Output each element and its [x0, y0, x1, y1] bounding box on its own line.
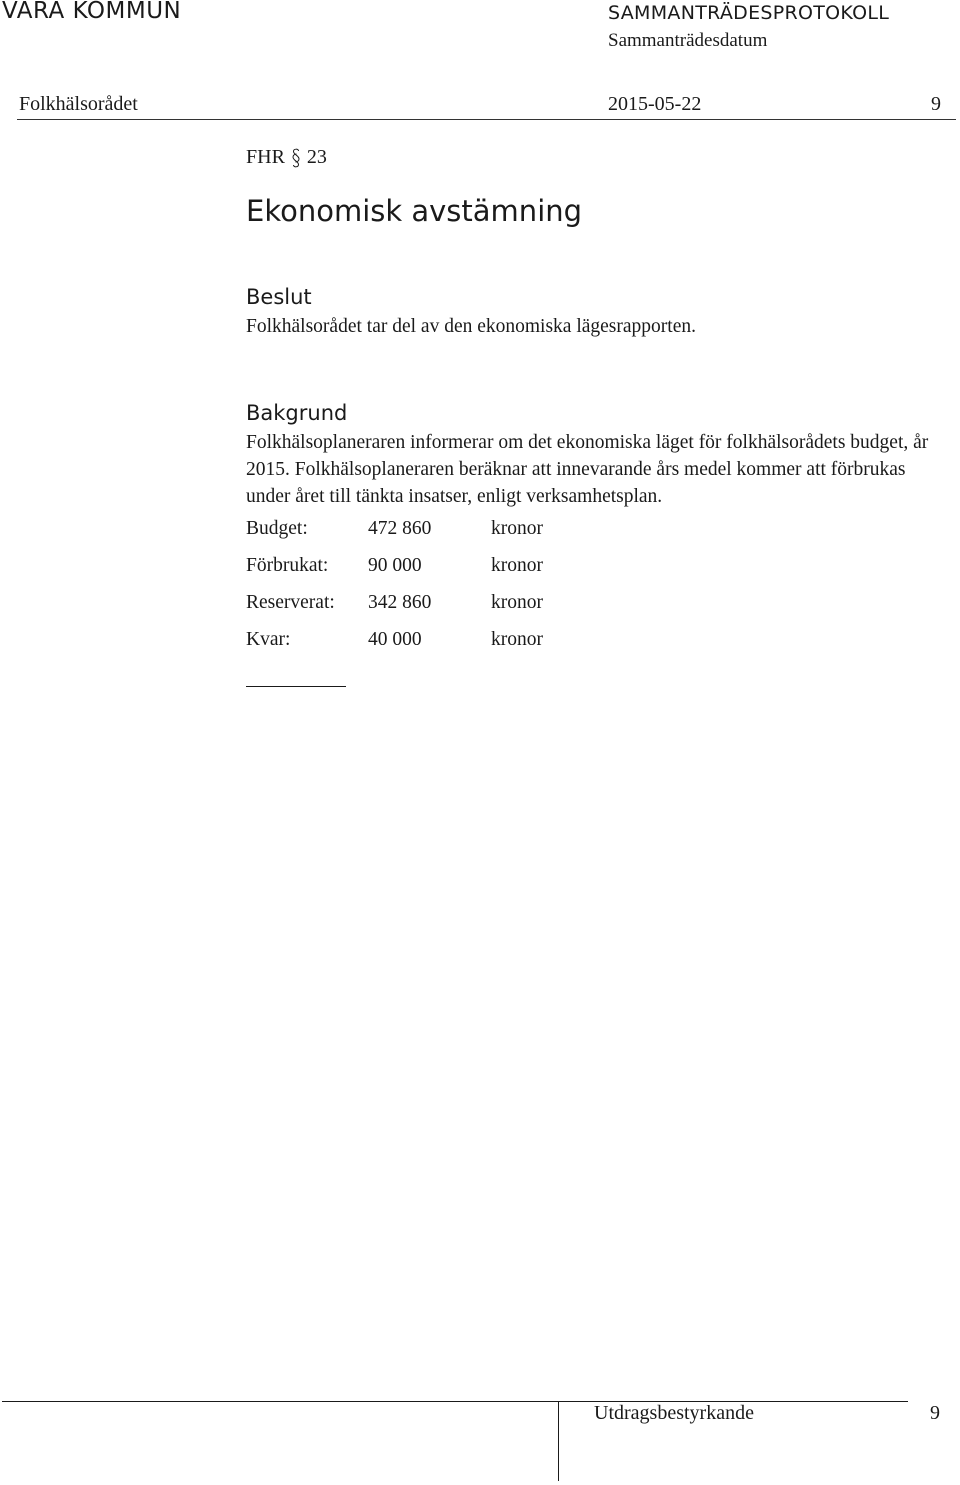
certification-label: Utdragsbestyrkande — [594, 1402, 754, 1424]
budget-amount: 40 000 — [368, 629, 422, 650]
decision-heading: Beslut — [246, 285, 312, 309]
budget-amount: 342 860 — [368, 592, 432, 613]
footer-divider — [2, 1401, 908, 1402]
signature-line — [246, 686, 346, 687]
background-heading: Bakgrund — [246, 401, 348, 425]
section-sign-icon — [291, 147, 301, 169]
meeting-date-label: Sammanträdesdatum — [608, 30, 768, 51]
budget-label: Förbrukat: — [246, 555, 329, 576]
budget-amount: 90 000 — [368, 555, 422, 576]
background-text: Folkhälsoplaneraren informerar om det ekonomiska läget för folkhälsorådets budget, år 2015. Folkhälsoplaneraren beräknar att innevarande års medel kommer att förbrukas under året till tänkta insatser, enligt verksamhetsplan. — [246, 432, 929, 507]
header-divider — [17, 119, 956, 120]
meeting-date: 2015-05-22 — [608, 93, 702, 115]
budget-unit: kronor — [491, 592, 543, 613]
budget-amount: 472 860 — [368, 518, 432, 539]
page-number: 9 — [931, 93, 941, 115]
footer-vertical-divider — [558, 1401, 559, 1481]
budget-unit: kronor — [491, 629, 543, 650]
budget-unit: kronor — [491, 518, 543, 539]
footer-page-number: 9 — [930, 1402, 940, 1424]
budget-label: Budget: — [246, 518, 308, 539]
decision-text: Folkhälsorådet tar del av den ekonomiska lägesrapporten. — [246, 316, 696, 337]
document-type: SAMMANTRÄDESPROTOKOLL — [608, 2, 890, 24]
section-reference — [246, 146, 327, 169]
organization-name: VARA KOMMUN — [2, 0, 182, 24]
budget-unit: kronor — [491, 555, 543, 576]
page-title: Ekonomisk avstämning — [246, 194, 583, 228]
body-name: Folkhälsorådet — [19, 93, 138, 115]
header-row — [0, 93, 960, 119]
budget-label: Kvar: — [246, 629, 291, 650]
section-number: 23 — [306, 146, 327, 168]
section-prefix: FHR — [246, 146, 285, 168]
budget-label: Reserverat: — [246, 592, 335, 613]
